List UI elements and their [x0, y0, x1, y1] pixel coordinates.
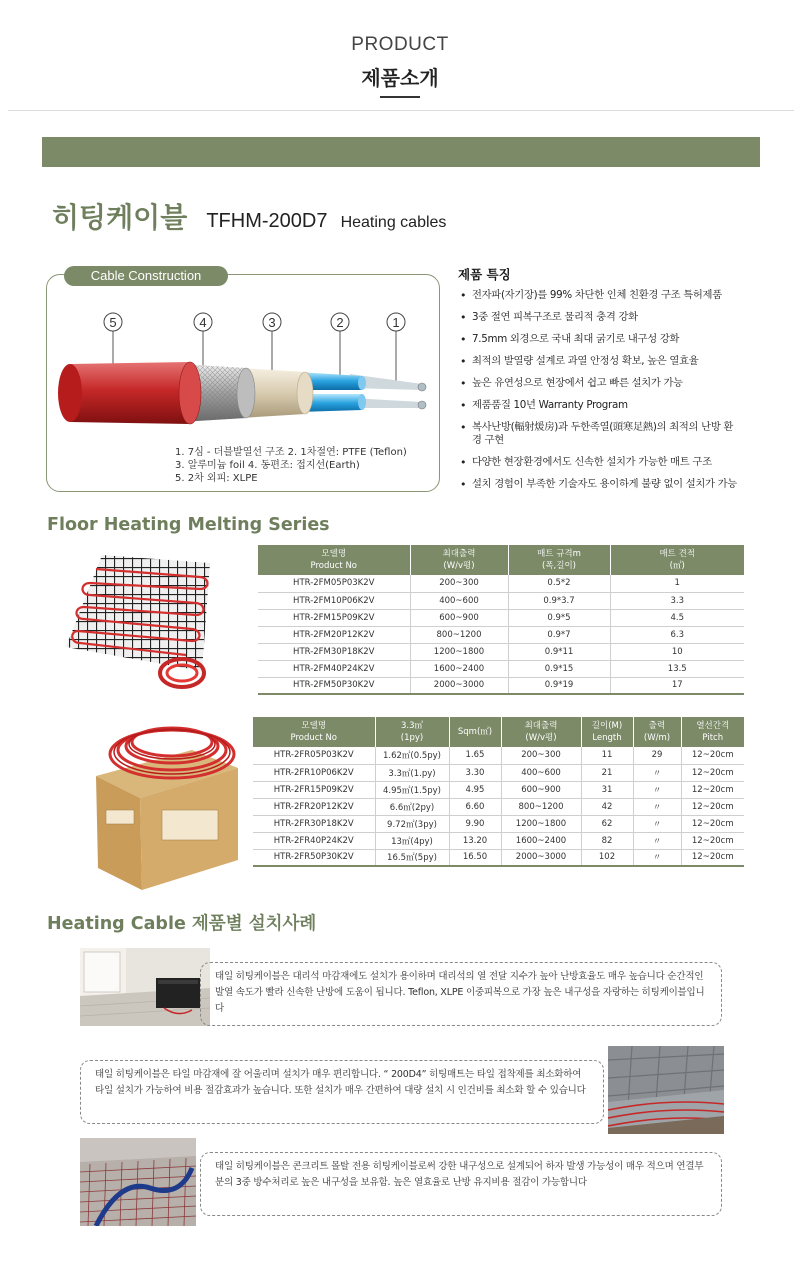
table-row: HTR-2FR10P06K2V 3.3㎡(1.py) 3.30 400~600 21 〃 12~20cm [253, 764, 744, 781]
legend-line-3: 5. 2차 외피: XLPE [175, 473, 258, 484]
table-row: HTR-2FR40P24K2V 13㎡(4py) 13.20 1600~2400 82 〃 12~20cm [253, 832, 744, 849]
table-row: HTR-2FR15P09K2V 4.95㎡(1.5py) 4.95 600~900 31 〃 12~20cm [253, 781, 744, 798]
table-row: HTR-2FM15P09K2V 600~900 0.9*5 4.5 [258, 609, 744, 626]
col-header: 최대출력 (W/v평) [501, 717, 581, 747]
table-row: HTR-2FR05P03K2V 1.62㎡(0.5py) 1.65 200~300 11 29 12~20cm [253, 747, 744, 764]
col-header: 열선간격 Pitch [681, 717, 744, 747]
col-header: 매트 견적 (㎡) [610, 545, 744, 575]
cable-reel-box-photo [92, 714, 242, 892]
col-header: 최대출력 (W/v평) [410, 545, 508, 575]
heating-mat-photo [60, 549, 212, 695]
feature-item: • 복사난방(輻射煖房)과 두한족열(頭寒足熱)의 최적의 난방 환경 구현 [458, 421, 778, 447]
feature-item: • 전자파(자기장)를 99% 차단한 인체 친환경 구조 특허제품 [458, 289, 778, 302]
features-title: 제품 특징 [458, 267, 511, 282]
table-row: HTR-2FR20P12K2V 6.6㎡(2py) 6.60 800~1200 42 〃 12~20cm [253, 798, 744, 815]
table-row: HTR-2FM50P30K2V 2000~3000 0.9*19 17 [258, 677, 744, 694]
cable-construction-label: Cable Construction [64, 266, 228, 286]
case-tile-photo [608, 1046, 724, 1134]
floor-series-title: Floor Heating Melting Series [47, 515, 330, 535]
product-model: TFHM-200D7 [206, 210, 328, 232]
case-concrete-description: 태일 히팅케이블은 콘크리트 몰탈 전용 히팅케이블로써 강한 내구성으로 설계되어 하자 발생 가능성이 매우 적으며 연결부분의 3중 방수처리로 높은 내구성을 보유함. 높은 열효율로 난방 유지비용 절감이 가능합니다 [200, 1152, 722, 1216]
table-header-row [253, 717, 744, 747]
table-row: HTR-2FM05P03K2V 200~300 0.5*2 1 [258, 575, 744, 592]
table-row: HTR-2FM10P06K2V 400~600 0.9*3.7 3.3 [258, 592, 744, 609]
case-concrete-photo [80, 1138, 196, 1226]
callout-4: 4 [199, 315, 207, 330]
cable-spec-table [253, 717, 744, 867]
mat-spec-table [258, 545, 744, 695]
feature-item: • 7.5mm 외경으로 국내 최대 굵기로 내구성 강화 [458, 333, 778, 346]
feature-item: • 최적의 발열량 설계로 과열 안정성 확보, 높은 열효율 [458, 355, 778, 368]
header-underline [380, 96, 420, 98]
header-divider [8, 110, 794, 111]
cases-title: Heating Cable 제품별 설치사례 [47, 914, 317, 934]
table-row: HTR-2FR50P30K2V 16.5㎡(5py) 16.50 2000~3000 102 〃 12~20cm [253, 849, 744, 866]
col-header: 3.3㎡ (1py) [375, 717, 449, 747]
callout-1: 1 [392, 315, 400, 330]
page-header [0, 0, 800, 112]
case-marble-photo [80, 948, 210, 1026]
header-title-en: PRODUCT [351, 34, 449, 55]
feature-item: • 설치 경험이 부족한 기술자도 용이하게 불량 없이 설치가 가능 [458, 478, 778, 491]
product-subtitle: Heating cables [340, 214, 447, 231]
col-header: 매트 규격m (폭,길이) [508, 545, 610, 575]
product-name-ko: 히팅케이블 [52, 201, 188, 234]
feature-item: • 3중 절연 피복구조로 물리적 충격 강화 [458, 311, 778, 324]
features-list [458, 289, 778, 491]
col-header: 출력 (W/m) [633, 717, 681, 747]
table-row: HTR-2FM20P12K2V 800~1200 0.9*7 6.3 [258, 626, 744, 643]
callout-2: 2 [336, 315, 344, 330]
col-header: 모델명 Product No [258, 545, 410, 575]
header-title-ko: 제품소개 [361, 66, 439, 90]
legend-line-2: 3. 알루미늄 foil 4. 동편조: 접지선(Earth) [175, 460, 360, 471]
table-row: HTR-2FM40P24K2V 1600~2400 0.9*15 13.5 [258, 660, 744, 677]
case-marble-description: 태일 히팅케이블은 대리석 마감재에도 설치가 용이하며 대리석의 열 전달 지수가 높아 난방효율도 매우 높습니다 순간적인 발열 속도가 빨라 신속한 난방에 도움이 됩니다. Teflon, XLPE 이중피복으로 가장 높은 내구성을 자랑하는 히팅케이블입니다 [200, 962, 722, 1026]
cable-cross-section-illustration [50, 290, 436, 440]
case-tile-description: 태일 히팅케이블은 타일 마감재에 잘 어울리며 설치가 매우 편리합니다. “ 200D4” 히팅매트는 타일 접착제를 최소화하여 타일 설치가 가능하여 비용 절감효과가 높습니다. 또한 설치가 매우 간편하여 대량 설치 시 인건비를 최소화 할 수 있습니다 [80, 1060, 604, 1124]
legend-line-1: 1. 7심 - 더블발열선 구조 2. 1차절연: PTFE (Teflon) [175, 447, 407, 458]
feature-item: • 다양한 현장환경에서도 신속한 설치가 가능한 매트 구조 [458, 456, 778, 469]
section-band [42, 137, 760, 167]
table-row: HTR-2FM30P18K2V 1200~1800 0.9*11 10 [258, 643, 744, 660]
product-title [52, 196, 446, 236]
table-row: HTR-2FR30P18K2V 9.72㎡(3py) 9.90 1200~1800 62 〃 12~20cm [253, 815, 744, 832]
feature-item: • 높은 유연성으로 현장에서 쉽고 빠른 설치가 가능 [458, 377, 778, 390]
table-header-row [258, 545, 744, 575]
product-features [458, 265, 778, 500]
col-header: 모델명 Product No [253, 717, 375, 747]
col-header: 길이(M) Length [581, 717, 633, 747]
cable-construction-legend [175, 446, 435, 485]
callout-3: 3 [268, 315, 276, 330]
col-header: Sqm(㎡) [449, 717, 501, 747]
feature-item: • 제품품질 10년 Warranty Program [458, 399, 778, 412]
callout-5: 5 [109, 315, 117, 330]
